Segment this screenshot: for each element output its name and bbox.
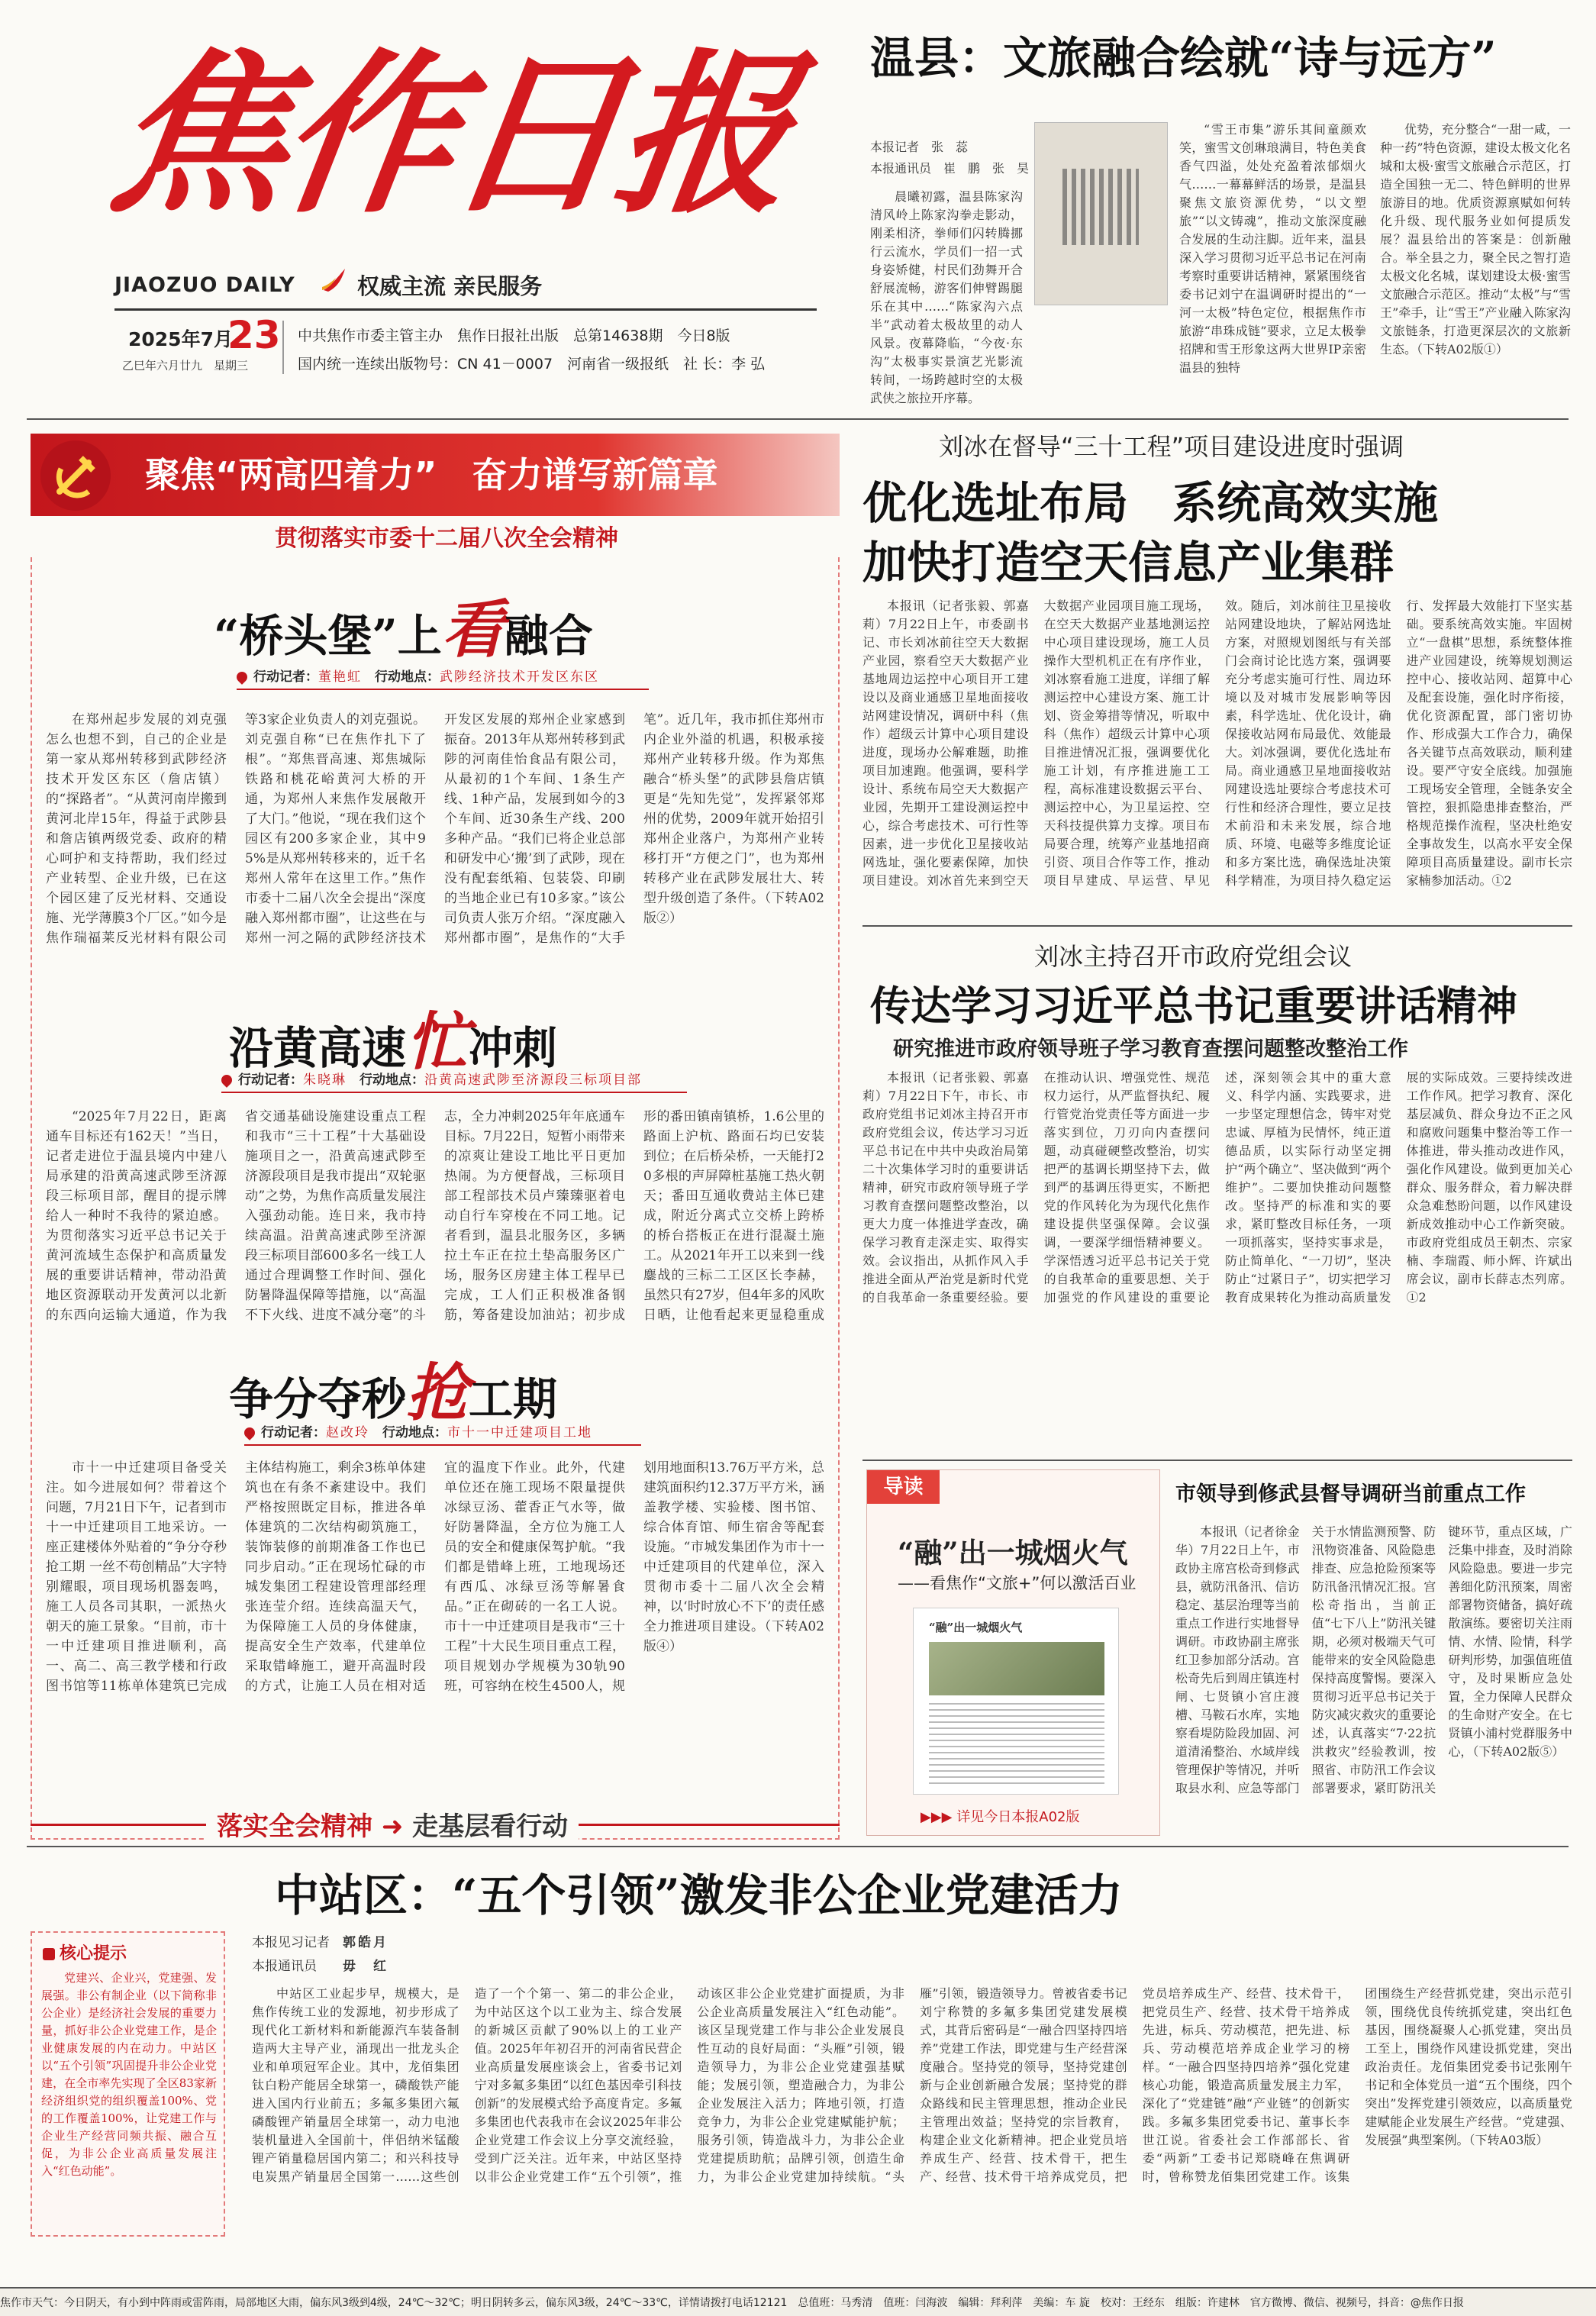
reporter-label: 行动记者：	[253, 669, 318, 685]
core-tips-sidebar	[31, 1931, 225, 2237]
action-band-text-a: 落实全会精神	[217, 1811, 372, 1842]
guide-thumbnail	[913, 1608, 1119, 1795]
thumbnail-lines	[929, 1703, 1104, 1787]
story-3-title: 传达学习习近平总书记重要讲话精神	[870, 982, 1517, 1030]
story-3	[862, 937, 1572, 1365]
story-5-byline	[252, 1931, 389, 1974]
guide-box	[866, 1469, 1160, 1836]
feature-1-title-post: 融合	[504, 610, 593, 662]
qr-code-icon	[1062, 169, 1139, 245]
story-2-title-2: 加快打造空天信息产业集群	[862, 537, 1394, 589]
divider-right-2	[862, 1460, 1572, 1461]
place-name: 沿黄高速武陟至济源段三标项目部	[424, 1073, 642, 1088]
speaker-icon	[43, 1948, 55, 1960]
feature-3-title	[229, 1343, 557, 1433]
top-story-title: 温县：文旅融合绘就“诗与远方”	[870, 32, 1497, 84]
story-5-title: 中站区：“五个引领”激发非公企业党建活力	[275, 1869, 1123, 1921]
feature-1-title-accent: 看	[441, 593, 505, 666]
date-lunar: 乙巳年六月廿九 星期三	[122, 359, 249, 373]
logo-english: JIAOZUO DAILY	[114, 273, 295, 297]
feature-2-body: “2025年7月22日，距离通车目标还有162天！”当日，记者走进位于温县境内中建八局承建的沿黄高速武陟至济源段三标项目部，醒目的提示牌给人一种时不我待的紧迫感。为贯彻落实习近平总书记关于黄河流域生态保护和高质量发展的重要讲话精神，带动沿黄地区资源联动开发黄河以北新的东西向运输大通道，作为我省交通基础设施建设重点工程和我市“三十工程”十大基础设施项目之一，沿黄高速武陟至济源段项目是我市提出“双轮驱动”之势，为焦作高质量发展注入强劲动能。连日来，我市持续高温。沿黄高速武陟至济源段三标项目部600多名一线工人通过合理调整工作时间、强化防暑降温保障等措施，以“高温不下火线、进度不减分毫”的斗志，全力冲刺2025年年底通车目标。7月22日，短暂小雨带来的凉爽让建设工地比平日更加热闹。为方便督战，三标项目部工程部技术员卢臻臻驱着电动自行车穿梭在不同工地。记者看到，温县北服务区，多辆拉土车正在拉土垫高服务区广场，服务区房建主体工程早已完成，工人们正积极准备钢筋，筹备建设加油站；初步成形的番田镇南镇桥，1.6公里的路面上沪杭、路面石均已安装到位；在后桥朵桥，一天能打20多根的声屏障桩基施工热火朝天；番田互通收费站主体已建成，附近分离式立交桥上跨桥的桥台搭板正在进行混凝土施工。从2021年开工以来到一线鏖战的三标二工区区长李赫，虽然只有27岁，但4年多的风吹日晒，让他看起来更显稳重成	[46, 1109, 824, 1323]
core-tips-body: 党建兴、企业兴，党建强、发展强。非公有制企业（以下简称非公企业）是经济社会发展的重要力量，抓好非公企业党建工作，是企业健康发展的内在动力。中站区以“五个引领”巩固提升非公企业党建，在全市率先实现了全区83家新经济组织党的组织覆盖100%、党的工作覆盖100%，让党建工作与企业生产经营同频共振、融合互促，为非公企业高质量发展注入“红色动能”。	[41, 1971, 217, 2178]
feature-2-title-accent: 忙	[406, 1005, 469, 1079]
party-emblem-icon	[38, 438, 113, 513]
feature-3-title-pre: 争分夺秒	[229, 1373, 407, 1425]
byline-2-label: 本报通讯员	[252, 1959, 317, 1974]
banner-subtitle: 贯彻落实市委十二届八次全会精神	[275, 525, 618, 552]
slogan: 权威主流 亲民服务	[357, 273, 543, 299]
feature-3	[46, 1343, 824, 1702]
story-4-body: 本报讯（记者徐金华）7月22日上午，市政协主席宫松奇到修武县，就防汛备汛、信访稳定、基层治理等当前重点工作进行实地督导调研。市政协副主席张红卫参加部分活动。宫松奇先后到周庄镇连村闸、七贤镇小宫庄渡槽、马鞍石水库，实地察看堤防险段加固、河道清淆整治、水域岸线管理保护等情况，并听取县水利、应急等部门关于水情监测预警、防汛物资准备、风险隐患排查、应急抢险预案等防汛备汛情况汇报。宫松奇指出，当前正值“七下八上”防汛关键期，必须对极端天气可能带来的安全风险隐患保持高度警惕。要深入贯彻习近平总书记关于防灾减灾救灾的重要论述，认真落实“7·22抗洪救灾”经验教训，按照省、市防汛工作会议部署要求，紧盯防汛关键环节，重点区域，广泛集中排查，及时消除风险隐患。要进一步完善细化防汛预案，周密部署物资储备，搞好疏散演练。要密切关注雨情、水情、险情，科学研判形势，加强值班值守，及时果断应急处置，全力保障人民群众的生命财产安全。在七贤镇小浦村党群服务中心，（下转A02版⑤）	[1175, 1524, 1572, 1795]
logo-calligraphy: 焦作日报	[100, 32, 801, 237]
feature-2-title-pre: 沿黄高速	[229, 1022, 407, 1074]
story-4-title: 市领导到修武县督导调研当前重点工作	[1175, 1482, 1526, 1506]
story-4	[1175, 1469, 1572, 1836]
top-story-col-1: 晨曦初露，温县陈家沟清风岭上陈家沟拳走影动，刚柔相济，拳师们闪转腾挪行云流水，学员们一招一式身姿矫健，村民们劲舞开合舒展流畅，游客们伸臂踢腿乐在其中……“陈家沟六点半”武动着太极故里的动人风景。夜幕降临，“今夜·东沟”太极事实景演艺光影流转间，一场跨越时空的太极武侠之旅拉开序幕。	[870, 189, 1023, 405]
feature-2	[46, 992, 824, 1328]
masthead-rule	[114, 308, 817, 311]
location-pin-icon	[219, 1073, 234, 1088]
divider-bottom	[27, 1846, 1569, 1847]
story-3-subtitle: 研究推进市政府领导班子学习教育查摆问题整改整治工作	[893, 1037, 1408, 1061]
guide-more-link[interactable]: ▶▶▶ 详见今日本报A02版	[921, 1809, 1080, 1825]
story-3-kicker: 刘冰主持召开市政府党组会议	[1034, 942, 1353, 971]
top-story	[870, 15, 1572, 412]
publication-info-1: 中共焦作市委主管主办 焦作日报社出版 总第14638期 今日8版	[298, 327, 730, 344]
story-5-body: 中站区工业起步早，规模大，是焦作传统工业的发源地，初步形成了现代化工新材料和新能源汽车装备制造两大主导产业，涌现出一批龙头企业和单项冠军企业。其中，龙佰集团钛白粉产能居全球第一，磷酸铁产能进入国内行业前五；多氟多集团六氟磷酸锂产销量居全球第一，动力电池装机量进入全国前十，伴侣纳米锰酸锂产销量稳居国内第二；和兴科技导电炭黑产销量居全国第一……这些创造了一个个第一、第二的非公企业，为中站区这个以工业为主、综合发展的新城区贡献了90%以上的工业产值。2025年年初召开的河南省民营企业高质量发展座谈会上，省委书记刘宁对多氟多集团“以红色基因牵引科技创新”的发展模式给予高度肯定。多氟多集团也代表我市在会议2025年非公企业党建工作会议上分享交流经验，受到广泛关注。近年来，中站区坚持以非公企业党建工作“五个引领”，推动该区非公企业党建扩面提质，为非公企业高质量发展注入“红色动能”。该区呈现党建工作与非公企业发展良性互动的良好局面：“头雁”引领，锻造领导力，为非公企业党建强基赋能；发展引领，塑造融合力，为非公企业发展注入活力；阵地引领，打造竞争力，为非公企业党建赋能护航；服务引领，铸造战斗力，为非公企业党建提质助航；品牌引领，创造生命力，为非公企业党建加持续航。“头雁”引领，锻造领导力。曾被省委书记刘宁称赞的多氟多集团党建发展模式，其背后密码是“一融合四坚持四培养”党建工作法，即党建与生产经营深度融合。坚持党的领导，坚持党建创新与企业创新融合发展；坚持党的群众路线和民主管理思想，推动企业民主管理出效益；坚持党的宗旨教育，构建企业文化新精神。把企业党员培养成生产、经营、技术骨干，把生产、经营、技术骨干培养成党员，把党员培养成生产、经营、技术骨干，把党员生产、经营、技术骨干培养成先进，标兵、劳动模范，把先进、标兵、劳动模范培养成企业学习的榜样。“一融合四坚持四培养”强化党建核心功能，锻造高质量发展主力军，深化了“党建链”融“产业链”的创新实践。多氟多集团党委书记、董事长李世江说。省委社会工作部部长、省委“两新”工委书记郑晓峰在焦调研时，曾称赞龙佰集团党建工作。该集团围绕生产经营抓党建，突出示范引领，围绕优良传统抓党建，突出红色基因，围绕凝聚人心抓党建，突出员工至上，围绕作风建设抓党建，突出政治责任。龙佰集团党委书记张刚午书记和全体党员一道“五个围绕，四个突出”发挥党建引领效应，以高质量党建赋能企业发展生产经营。“党建强、发展强”典型案例。（下转A03版）	[252, 1986, 1572, 2184]
feature-2-title-post: 冲刺	[469, 1022, 558, 1074]
top-story-col-2: “雪王市集”游乐其间童颜欢笑，蜜雪文创琳琅满目，特色美食香气四溢，处处充盈着浓郁烟火气……一幕幕鲜活的场景，是温县聚焦文旅资源优势，“以文塑旅”“以文铸魂”，推动文旅深度融合发展的生动注脚。近年来，温县深入学习贯彻习近平总书记在河南考察时重要讲话精神，紧紧围绕省委书记刘宁在温调研时提出的“一河一太极”特色定位，根据焦作市旅游“串珠成链”要求，立足太极拳招牌和雪王形象这两大世界IP亲密温县的独特	[1179, 122, 1366, 375]
reporter-name: 董艳虹	[318, 669, 362, 685]
story-2-kicker: 刘冰在督导“三十工程”项目建设进度时强调	[939, 432, 1404, 461]
top-story-photo	[1034, 122, 1168, 305]
masthead-divider	[282, 321, 284, 374]
logo-flame-icon	[319, 264, 350, 295]
byline-1-label: 本报见习记者	[252, 1935, 330, 1950]
feature-1-body: 在郑州起步发展的刘克强怎么也想不到，自己的企业是第一家从郑州转移到武陟经济技术开发区东区（詹店镇）的“探路者”。“从黄河南岸搬到黄河北岸15年，得益于武陟县和詹店镇两级党委、政府的精心呵护和支持帮助，我们经过产业转型、企业升级，已在这个园区建了反光材料、交通设施、光学薄膜3个厂区。”如今是焦作瑞福莱反光材料有限公司等3家企业负责人的刘克强说。刘克强自称“已在焦作扎下了根”。“郑焦晋高速、郑焦城际铁路和桃花峪黄河大桥的开通，为郑州人来焦作发展敞开了大门。”他说，“现在我们这个园区有200多家企业，其中95%是从郑州转移来的，近千名郑州人常年在这里工作。”焦作市委十二届八次全会提出“深度融入郑州都市圈”，让这些在与郑州一河之隔的武陟经济技术开发区发展的郑州企业家感到振奋。2013年从郑州转移到武陟的河南佳怡食品有限公司，从最初的1个车间、1条生产线、1种产品，发展到如今的3个车间、近30条生产线、200多种产品。“我们已将企业总部和研发中心‘搬’到了武陟，现在没有配套纸箱、包装袋、印刷的当地企业已有10多家。”该公司负责人张万介绍。“深度融入郑州都市圈”，是焦作的“大手笔”。近几年，我市抓住郑州市内企业外溢的机遇，积极承接郑州产业转移升级。作为郑焦融合“桥头堡”的武陟县詹店镇更是“先知先觉”，发挥紧邻郑州的优势，2009年就开始招引郑州企业落户，为郑州产业转移打开“方便之门”，也为郑州转移产业在武陟发展壮大、转型升级创造了条件。（下转A02版②）	[46, 712, 824, 946]
reporter-name: 朱晓琳	[303, 1073, 347, 1088]
reporter-name: 赵改玲	[326, 1425, 369, 1440]
top-story-byline-2: 本报通讯员 崔 鹏 张 昊	[870, 161, 1030, 176]
core-tips-heading-text: 核心提示	[60, 1944, 127, 1963]
feature-1	[46, 580, 824, 977]
publication-info-2: 国内统一连续出版物号：CN 41－0007 河南省一级报纸 社 长：李 弘	[298, 356, 766, 373]
feature-2-rule	[221, 1092, 687, 1093]
feature-2-byline	[221, 1069, 642, 1088]
feature-3-title-post: 工期	[469, 1373, 558, 1425]
location-pin-icon	[242, 1425, 257, 1440]
byline-1-name: 郭皓月	[343, 1935, 389, 1950]
masthead	[0, 0, 870, 416]
reporter-label: 行动记者：	[261, 1425, 326, 1440]
place-label: 行动地点：	[375, 669, 440, 685]
story-2-title-1: 优化选址布局 系统高效实施	[862, 477, 1439, 529]
feature-1-title	[214, 580, 593, 669]
date-year-month: 2025年7月	[128, 328, 233, 350]
top-story-byline-1: 本报记者 张 蕊	[870, 140, 969, 154]
place-name: 武陟经济技术开发区东区	[440, 669, 599, 685]
guide-label: 导读	[867, 1470, 940, 1504]
place-label: 行动地点：	[360, 1073, 424, 1088]
byline-2-name: 毋 红	[343, 1959, 389, 1974]
theme-banner	[31, 434, 840, 556]
date-day: 23	[227, 313, 281, 357]
feature-1-title-pre: “桥头堡”上	[214, 610, 442, 662]
feature-3-title-accent: 抢	[406, 1356, 469, 1430]
action-band-text	[206, 1805, 579, 1843]
top-story-col-3: 优势，充分整合“一甜一咸，一种一药”特色资源，建设太极文化名城和太极·蜜雪文旅融合示范区，打造全国独一无二、特色鲜明的世界旅游目的地。优质资源禀赋如何转化升级、现代服务业如何提质发展？温县给出的答案是：创新融合。举全县之力，聚全民之智打造太极文化名城，谋划建设太极·蜜雪文旅融合示范区。推动“太极”与“雪王”牵手，让“雪王”产业融入陈家沟文旅链条，打造更深层次的文旅新生态。（下转A02版①）	[1380, 122, 1571, 356]
thumbnail-photo	[929, 1642, 1104, 1695]
thumbnail-caption: “融”出一城烟火气	[929, 1621, 1023, 1634]
divider-top	[27, 418, 1569, 420]
action-band	[31, 1805, 840, 1843]
feature-3-byline	[244, 1421, 592, 1440]
feature-3-rule	[244, 1444, 641, 1446]
story-2-body: 本报讯（记者张毅、郭嘉莉）7月22日上午，市委副书记、市长刘冰前往空天大数据产业园，察看空天大数据产业基地周边运控中心项目开工建设以及商业通感卫星地面接收站网建设情况，调研中科（焦作）超级云计算中心项目建设进度，现场办公解难题，助推项目加速跑。他强调，要科学设计、系统布局空天大数据产业园，先期开工建设测运控中心，综合考虑技术、可行性等因素，进一步优化卫星接收站网选址，强化要素保障，加快项目建设。刘冰首先来到空天大数据产业园项目施工现场，在空天大数据产业基地测运控中心项目建设现场，施工人员操作大型机机正在有序作业，刘冰察看施工进度，详细了解测运控中心建设方案、施工计划、资金筹措等情况，听取中科（焦作）超级云计算中心项目推进情况汇报，强调要优化施工计划，有序推进施工工程，高标准建设数据云平台、测运控中心，为卫星运控、空天科技提供算力支撑。项目布局要合理，统筹产业基地招商引资、项目合作等工作，推动项目早建成、早运营、早见效。随后，刘冰前往卫星接收站网建设地块，了解站网选址方案，对照规划图纸与有关部门会商讨论比选方案，强调要充分考虑实施可行性、周边环境以及对城市发展影响等因素，科学选址、优化设计，确保接收站网布局最优、效能最大。刘冰强调，要优化选址布局。商业通感卫星地面接收站网建设选址要综合考虑技术可行性和经济合理性，要立足技术前沿和未来发展，综合地质、环境、电磁等多维度论证和多方案比选，确保选址决策科学精准，为项目持久稳定运行、发挥最大效能打下坚实基础。要系统高效实施。牢固树立“一盘棋”思想，系统整体推进产业园建设，统筹规划测运控中心、接收站网、超算中心及配套设施，强化时序衔接，优化资源配置，部门密切协作、形成强大工作合力，确保各关键节点高效联动，顺利建设。要严守安全底线。加强施工现场安全管理，全链条安全管控，狠抓隐患排查整治，严格规范操作流程，坚决杜绝安全事故发生，以高水平安全保障项目高质量建设。副市长宗家楠参加活动。①2	[862, 598, 1572, 888]
location-pin-icon	[234, 669, 250, 685]
feature-1-byline	[237, 666, 599, 685]
place-name: 市十一中迁建项目工地	[447, 1425, 592, 1440]
guide-title: “融”出一城烟火气	[898, 1536, 1128, 1569]
action-band-text-b: 走基层看行动	[412, 1811, 569, 1842]
feature-3-body: 市十一中迁建项目备受关注。如今进展如何？带着这个问题，7月21日下午，记者到市十一中迁建项目工地采访。一座正建楼体外贴着的“争分夺秒抢工期 一丝不苟创精品”大字特别耀眼，项目现场机器轰鸣，施工人员各司其职，一派热火朝天的施工景象。“目前，市十一中迁建项目推进顺利，高一、高二、高三教学楼和行政图书馆等11栋单体建筑已完成主体结构施工，剩余3栋单体建筑也在有条不紊建设中。我们严格按照既定目标，推进各单体建筑的二次结构砌筑施工，装饰装修的前期准备工作也已同步启动。”正在现场忙碌的市城发集团工程建设管理部经理张连莹介绍。连续高温天气，为保障施工人员的身体健康，提高安全生产效率，代建单位采取错峰施工，避开高温时段的方式，让施工人员在相对适宜的温度下作业。此外，代建单位还在施工现场不限量提供冰绿豆汤、藿香正气水等，做好防暑降温，全方位为施工人员的安全和健康保驾护航。“我们都是错峰上班，工地现场还有西瓜、冰绿豆汤等解暑食品。”正在砌砖的一名工人说。市十一中迁建项目是我市“三十工程”十大民生项目重点工程，项目规划办学规模为30轨90班，可容纳在校生4500人，规划用地面积13.76万平方米，总建筑面积约12.37万平方米，涵盖教学楼、实验楼、图书馆、综合体育馆、师生宿舍等配套设施。“市城发集团作为市十一中迁建项目的代建单位，深入贯彻市委十二届八次全会精神，以‘时时放心不下’的责任感全力推进项目建设。（下转A02版④）	[46, 1460, 824, 1694]
banner-title: 聚焦“两高四着力” 奋力谱写新篇章	[145, 454, 718, 495]
story-3-body: 本报讯（记者张毅、郭嘉莉）7月22日下午，市长、市政府党组书记刘冰主持召开市政府党组会议，传达学习习近平总书记在中共中央政治局第二十次集体学习时的重要讲话精神，研究市政府领导班子学习教育查摆问题整改整治，以更大力度一体推进学查改，确保学习教育走深走实、取得实效。会议指出，从抓作风入手推进全面从严治党是新时代党的自我革命一条重要经验。要在推动认识、增强党性、规范权力运行，从严监督执纪、履行管党治党责任等方面进一步落实到位，刀刃向内查摆问题，动真碰硬整改整治，切实把严的基调长期坚持下去，做到严的基调压得更实，不断把党的作风转化为为现代化焦作建设提供坚强保障。会议强调，一要深学细悟精神要义。学深悟透习近平总书记关于党的自我革命的重要思想、关于加强党的作风建设的重要论述，深刻领会其中的重大意义、科学内涵、实践要求，进一步坚定理想信念，铸牢对党忠诚、厚植为民情怀，纯正道德品质，以实际行动坚定拥护“两个确立”、坚决做到“两个维护”。二要加快推动问题整改。坚持严的标准和实的要求，紧盯整改目标任务，一项一项抓落实，坚持实事求是，防止简单化、“一刀切”，坚决防止“过紧日子”，切实把学习教育成果转化为推动高质量发展的实际成效。三要持续改进工作作风。把学习教育、深化基层减负、群众身边不正之风和腐败问题集中整治等工作一体推进，带头推动改进作风，强化作风建设。做到更加关心群众、服务群众，着力解决群众急难愁盼问题，以作风建设新成效推动中心工作新突破。市政府党组成员王朝杰、宗家楠、李瑞霞、师小辉、许斌出席会议，副市长薛志杰列席。①2	[862, 1070, 1572, 1305]
guide-subtitle: ——看焦作“文旅+”何以激活百业	[898, 1574, 1137, 1592]
place-label: 行动地点：	[382, 1425, 447, 1440]
reporter-label: 行动记者：	[238, 1073, 303, 1088]
divider-right-1	[862, 925, 1572, 927]
feature-1-rule	[237, 689, 649, 690]
story-2	[862, 427, 1572, 924]
action-band-arrow-icon: ➜	[372, 1811, 413, 1842]
footer-bar	[0, 2287, 1596, 2316]
core-tips-heading	[43, 1940, 127, 1964]
footer-text: 焦作市天气：今日阴天，有小到中阵雨或雷阵雨，局部地区大雨，偏东风3级到4级，24℃～32℃；明日阴转多云，偏东风3级，24℃～33℃，详情请拨打电话12121 总值班：马秀清 值班：闫海波 编辑：拜利萍 美编：车 旋 校对：王经东 组版：许建林 官方微博、微信、视频号，抖音：@焦作日报	[0, 2297, 1464, 2309]
